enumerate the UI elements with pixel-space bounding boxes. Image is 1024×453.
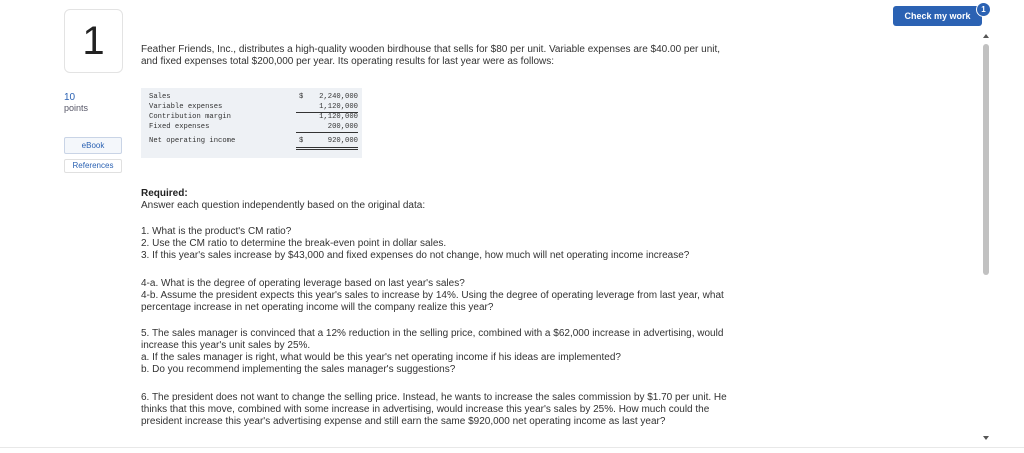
statement-row — [141, 112, 362, 122]
scrollbar-thumb[interactable] — [983, 44, 989, 275]
check-count-badge: 1 — [976, 2, 991, 17]
references-button[interactable]: References — [64, 159, 122, 173]
statement-label: Sales — [149, 93, 171, 101]
question-3: 3. If this year's sales increase by $43,000 and fixed expenses do not change, how much will net operating income increase? — [141, 250, 690, 261]
income-statement — [141, 88, 362, 158]
intro-line: Feather Friends, Inc., distributes a high-quality wooden birdhouse that sells for $80 per unit. Variable expenses are $40.00 per unit, — [141, 44, 721, 55]
statement-row — [141, 122, 362, 132]
required-section — [141, 188, 981, 212]
total-rule — [296, 147, 358, 150]
question-2: 2. Use the CM ratio to determine the break-even point in dollar sales. — [141, 238, 447, 249]
question-4b-line: percentage increase in net operating income will the company realize this year? — [141, 302, 494, 313]
question-5-line: 5. The sales manager is convinced that a 12% reduction in the selling price, combined with a $62,000 increase in advertising, would — [141, 328, 724, 339]
problem-intro — [141, 44, 981, 68]
ebook-button[interactable]: eBook — [64, 137, 122, 154]
question-6-line: president increase this year's advertising expense and still earn the same $920,000 net operating income as last year? — [141, 416, 666, 427]
question-1: 1. What is the product's CM ratio? — [141, 226, 292, 237]
statement-label: Contribution margin — [149, 113, 231, 121]
check-my-work-button[interactable]: Check my work — [893, 6, 982, 26]
statement-label: Variable expenses — [149, 103, 223, 111]
question-5-line: increase this year's unit sales by 25%. — [141, 340, 311, 351]
page-divider — [0, 447, 1024, 448]
question-4a: 4-a. What is the degree of operating leverage based on last year's sales? — [141, 278, 465, 289]
intro-line: and fixed expenses total $200,000 per year. Its operating results for last year were as follows: — [141, 56, 555, 67]
points-value: 10 — [64, 92, 76, 103]
scroll-up-icon[interactable] — [983, 34, 989, 38]
points-label: points — [64, 103, 89, 113]
statement-row — [141, 92, 362, 102]
points-block — [64, 92, 88, 114]
statement-label: Net operating income — [149, 137, 236, 145]
question-6-line: 6. The president does not want to change the selling price. Instead, he wants to increase the sales commission by $1.70 per unit. He — [141, 392, 727, 403]
statement-label: Fixed expenses — [149, 123, 210, 131]
statement-amount: 920,000 — [327, 137, 358, 145]
statement-dollar: $ — [299, 137, 304, 145]
subtotal-rule — [296, 132, 358, 133]
question-5 — [141, 328, 981, 376]
question-4 — [141, 278, 981, 314]
required-title: Required: — [141, 188, 188, 199]
question-6 — [141, 392, 981, 428]
question-6-line: thinks that this move, combined with some increase in advertising, would increase this year's sales by 25%. How much could the — [141, 404, 710, 415]
question-number: 1 — [64, 9, 123, 73]
statement-amount: 1,120,000 — [319, 113, 358, 121]
statement-amount: 1,120,000 — [319, 103, 358, 111]
question-5b: b. Do you recommend implementing the sales manager's suggestions? — [141, 364, 456, 375]
vertical-scrollbar[interactable] — [981, 32, 991, 442]
statement-row — [141, 136, 362, 146]
questions-1-3 — [141, 226, 981, 262]
statement-amount: 2,240,000 — [319, 93, 358, 101]
statement-dollar: $ — [299, 93, 304, 101]
question-5a: a. If the sales manager is right, what would be this year's net operating income if his ideas are implemented? — [141, 352, 621, 363]
question-4b-line: 4-b. Assume the president expects this year's sales to increase by 14%. Using the degree of operating leverage from last year, what — [141, 290, 724, 301]
statement-amount: 200,000 — [327, 123, 358, 131]
scroll-down-icon[interactable] — [983, 436, 989, 440]
statement-row — [141, 102, 362, 112]
required-subtitle: Answer each question independently based on the original data: — [141, 200, 426, 211]
